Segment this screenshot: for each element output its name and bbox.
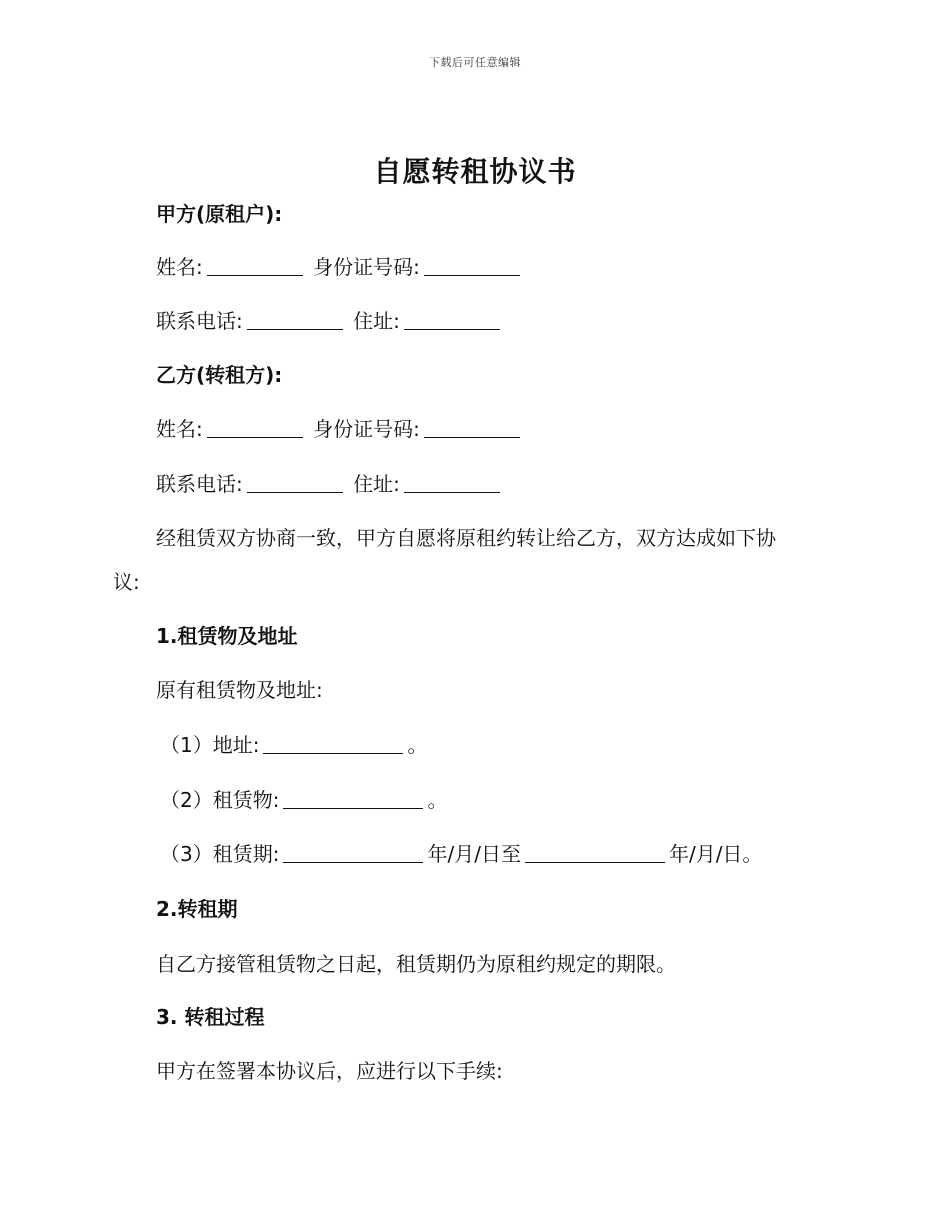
section-1-item-1 bbox=[160, 731, 427, 759]
party-b-contact-row bbox=[156, 470, 504, 498]
section-3-heading: 3. 转租过程 bbox=[156, 1005, 265, 1029]
header-note: 下载后可任意编辑 bbox=[429, 56, 521, 69]
section-2-body: 自乙方接管租赁物之日起，租赁期仍为原租约规定的期限。 bbox=[156, 952, 676, 976]
party-b-name-blank[interactable] bbox=[207, 417, 303, 438]
party-b-address-blank[interactable] bbox=[404, 472, 500, 493]
party-b-phone-blank[interactable] bbox=[247, 472, 343, 493]
intro-line-1: 经租赁双方协商一致，甲方自愿将原租约转让给乙方，双方达成如下协 bbox=[156, 526, 776, 550]
section-2-heading: 2.转租期 bbox=[156, 897, 238, 921]
party-a-id-blank[interactable] bbox=[424, 255, 520, 276]
item-2-label: （2）租赁物: bbox=[160, 788, 280, 812]
item-2-end: 。 bbox=[427, 788, 448, 812]
section-1-heading: 1.租赁物及地址 bbox=[156, 624, 298, 648]
document-title: 自愿转租协议书 bbox=[373, 155, 577, 188]
party-b-name-label: 姓名: bbox=[156, 417, 203, 441]
section-1-item-3 bbox=[160, 840, 762, 868]
item-3-start-date-blank[interactable] bbox=[283, 842, 423, 863]
item-3-label: （3）租赁期: bbox=[160, 842, 280, 866]
section-3-body: 甲方在签署本协议后，应进行以下手续: bbox=[156, 1059, 503, 1083]
party-b-name-row bbox=[156, 415, 524, 443]
item-1-end: 。 bbox=[407, 733, 428, 757]
intro-line-2: 议: bbox=[113, 570, 140, 594]
party-a-id-label: 身份证号码: bbox=[313, 255, 420, 279]
party-a-phone-label: 联系电话: bbox=[156, 309, 243, 333]
section-1-item-2 bbox=[160, 786, 447, 814]
party-a-phone-blank[interactable] bbox=[247, 309, 343, 330]
item-1-label: （1）地址: bbox=[160, 733, 260, 757]
item-2-leased-item-blank[interactable] bbox=[283, 788, 423, 809]
item-3-end: 年/月/日。 bbox=[668, 842, 763, 866]
item-3-mid: 年/月/日至 bbox=[427, 842, 521, 866]
item-3-end-date-blank[interactable] bbox=[525, 842, 665, 863]
party-a-name-blank[interactable] bbox=[207, 255, 303, 276]
item-1-address-blank[interactable] bbox=[263, 733, 403, 754]
party-b-phone-label: 联系电话: bbox=[156, 472, 243, 496]
party-b-address-label: 住址: bbox=[353, 472, 400, 496]
party-b-id-label: 身份证号码: bbox=[313, 417, 420, 441]
section-1-lead: 原有租赁物及地址: bbox=[156, 678, 323, 702]
party-b-id-blank[interactable] bbox=[424, 417, 520, 438]
party-a-address-blank[interactable] bbox=[404, 309, 500, 330]
party-b-heading: 乙方(转租方): bbox=[156, 363, 283, 387]
party-a-name-row bbox=[156, 253, 524, 281]
party-a-contact-row bbox=[156, 307, 504, 335]
party-a-name-label: 姓名: bbox=[156, 255, 203, 279]
party-a-address-label: 住址: bbox=[353, 309, 400, 333]
party-a-heading: 甲方(原租户): bbox=[156, 202, 283, 226]
